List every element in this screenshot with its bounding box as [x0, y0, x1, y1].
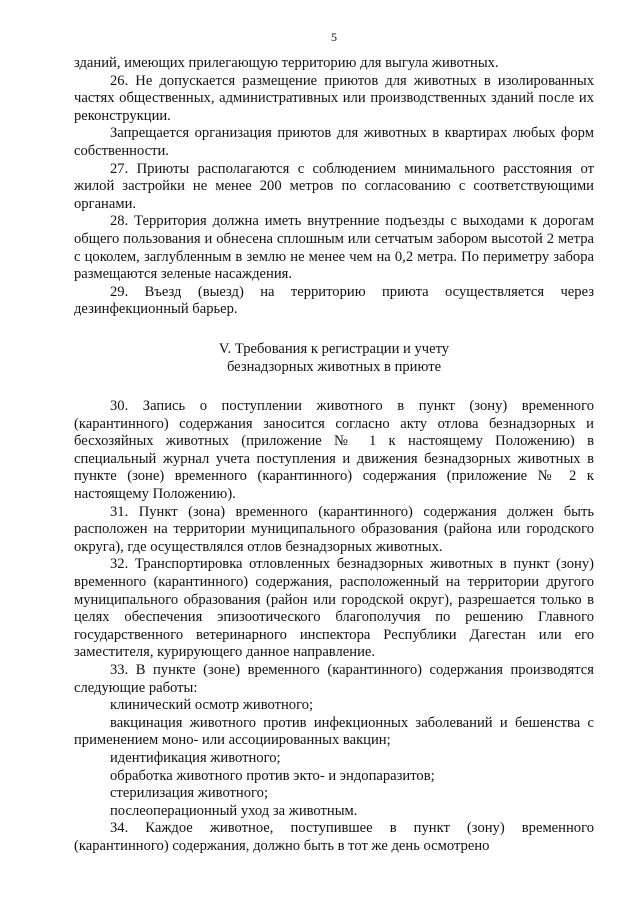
page-number: 5 [331, 30, 337, 44]
list-item: обработка животного против экто- и эндопаразитов; [110, 767, 435, 784]
body-text-bottom [74, 398, 594, 855]
paragraph: 33. В пункте (зоне) временного (карантинного) содержания производятся следующие работы: [74, 662, 594, 696]
paragraph: 34. Каждое животное, поступившее в пункт (зону) временного (карантинного) содержания, должно быть в тот же день осмотрено [74, 820, 594, 854]
list-item: вакцинация животного против инфекционных заболеваний и бешенства с применением моно- или ассоциированных вакцин; [74, 714, 594, 749]
list-item: клинический осмотр животного; [110, 697, 314, 714]
paragraph: 30. Запись о поступлении животного в пункт (зону) временного (карантинного) содержания заносится согласно акту отлова безнадзорных и бесхозяйных животных (приложение № 1 к настоящему Положению) в специальный журнал учета поступления и движения безнадзорных животных в пункте (зоне) временного (карантинного) содержания (приложение № 2 к настоящему Положению). [74, 398, 594, 503]
paragraph: Запрещается организация приютов для животных в квартирах любых форм собственности. [74, 125, 594, 159]
paragraph: 27. Приюты располагаются с соблюдением минимального расстояния от жилой застройки не менее 200 метров по согласованию с соответствующими органами. [74, 160, 594, 212]
paragraph: 31. Пункт (зона) временного (карантинного) содержания должен быть расположен на территории муниципального образования (района или городского округа), где осуществлялся отлов безнадзорных животных. [74, 503, 594, 555]
section-heading [74, 341, 594, 376]
paragraph: 32. Транспортировка отловленных безнадзорных животных в пункт (зону) временного (карантинного) содержания, расположенный на территории другого муниципального образования (район или городской округ), разрешается только в целях обеспечения эпизоотического благополучия по решению Главного государственного ветеринарного инспектора Республики Дагестан или его заместителя, курирующего данное направление. [74, 556, 594, 661]
paragraph: 29. Въезд (выезд) на территорию приюта осуществляется через дезинфекционный барьер. [74, 283, 594, 318]
paragraph: 26. Не допускается размещение приютов для животных в изолированных частях общественных, административных или производственных зданий после их реконструкции. [74, 72, 594, 124]
paragraph: зданий, имеющих прилегающую территорию для выгула животных. [74, 55, 499, 71]
list-item: стерилизация животного; [110, 785, 269, 802]
list-item: идентификация животного; [110, 749, 281, 766]
section-heading-line-1: V. Требования к регистрации и учету [218, 340, 450, 357]
paragraph: 28. Территория должна иметь внутренние подъезды с выходами к дорогам общего пользования и обнесена сплошным или сетчатым забором высотой 2 метра с цоколем, заглубленным в землю не менее чем на 0,2 метра. По периметру забора размещаются зеленые насаждения. [74, 213, 594, 283]
body-text-top [74, 55, 594, 319]
list-item: послеоперационный уход за животным. [110, 802, 358, 819]
section-heading-line-2: безнадзорных животных в приюте [226, 358, 442, 375]
